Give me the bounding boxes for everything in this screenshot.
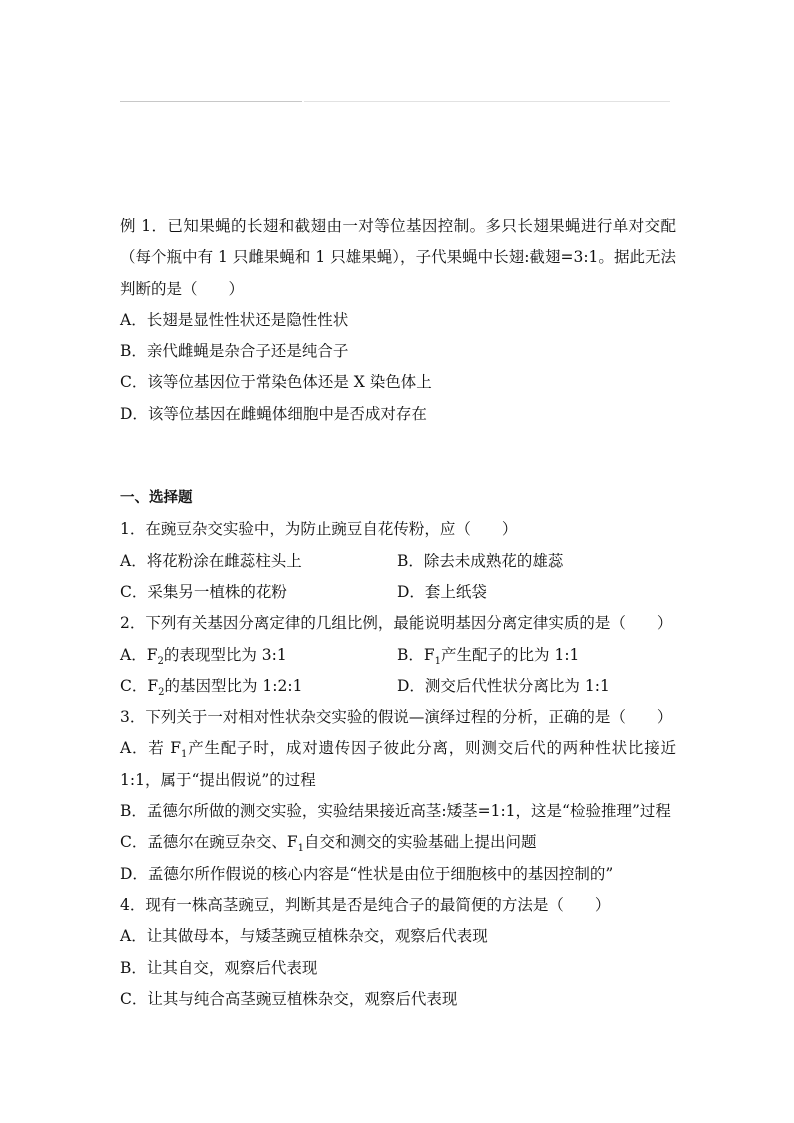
q2-option-d: D．测交后代性状分离比为 1:1 (397, 676, 610, 695)
q1-option-d: D．套上纸袋 (397, 582, 487, 601)
q3-option-a: A．若 $F_1$产生配子时，成对遗传因子彼此分离，则测交后代的两种性状比接近 1:1，属于“提出假说”的过程 (120, 739, 676, 789)
q2-option-b: B．$F_1$产生配子的比为 1:1 (397, 645, 580, 667)
example-option-a: A．长翅是显性性状还是隐性性状 (120, 310, 349, 329)
q4-stem: 4．现有一株高茎豌豆，判断其是否是纯合子的最简便的方法是（ ） (120, 895, 611, 914)
q4-option-c: C．让其与纯合高茎豌豆植株杂交，观察后代表现 (120, 989, 458, 1008)
header-rule-left (120, 101, 302, 102)
spacer (120, 430, 676, 483)
example-option-b: B．亲代雌蝇是杂合子还是纯合子 (120, 342, 349, 361)
q2-option-a: A．$F_2$的表现型比为 3:1 (120, 645, 287, 667)
document-body (120, 211, 676, 1015)
section-title: 一、选择题 (120, 490, 193, 507)
q4-option-a: A．让其做母本，与矮茎豌豆植株杂交，观察后代表现 (120, 927, 488, 946)
q2-stem: 2．下列有关基因分离定律的几组比例，最能说明基因分离定律实质的是（ ） (120, 614, 673, 633)
q1-options-row-1 (120, 546, 676, 577)
q1-stem: 1．在豌豆杂交实验中，为防止豌豆自花传粉，应（ ） (120, 520, 518, 539)
q2-option-c: C．$F_2$的基因型比为 1:2:1 (120, 676, 303, 698)
q3-option-c: C．孟德尔在豌豆杂交、$F_1$自交和测交的实验基础上提出问题 (120, 833, 537, 855)
example-option-c: C．该等位基因位于常染色体还是 X 染色体上 (120, 373, 432, 392)
q2-options-row-1 (120, 640, 676, 671)
q3-option-b: B．孟德尔所做的测交实验，实验结果接近高茎:矮茎=1:1，这是“检验推理”过程 (120, 802, 671, 821)
example-option-d: D．该等位基因在雌蝇体细胞中是否成对存在 (120, 404, 427, 423)
q1-option-c: C．采集另一植株的花粉 (120, 582, 287, 601)
example-stem: 例 1．已知果蝇的长翅和截翅由一对等位基因控制。多只长翅果蝇进行单对交配（每个瓶中有 1 只雌果蝇和 1 只雄果蝇），子代果蝇中长翅:截翅=3:1。据此无法判断的是（ ） (120, 217, 676, 298)
q4-option-b: B．让其自交，观察后代表现 (120, 958, 318, 977)
header-rule-right (304, 101, 670, 102)
q1-option-b: B．除去未成熟花的雄蕊 (397, 551, 564, 570)
q2-options-row-2 (120, 671, 676, 702)
q1-option-a: A．将花粉涂在雌蕊柱头上 (120, 551, 302, 570)
q3-stem: 3．下列关于一对相对性状杂交实验的假说—演绎过程的分析，正确的是（ ） (120, 708, 673, 727)
q1-options-row-2 (120, 577, 676, 608)
q3-option-d: D．孟德尔所作假说的核心内容是“性状是由位于细胞核中的基因控制的” (120, 864, 614, 883)
